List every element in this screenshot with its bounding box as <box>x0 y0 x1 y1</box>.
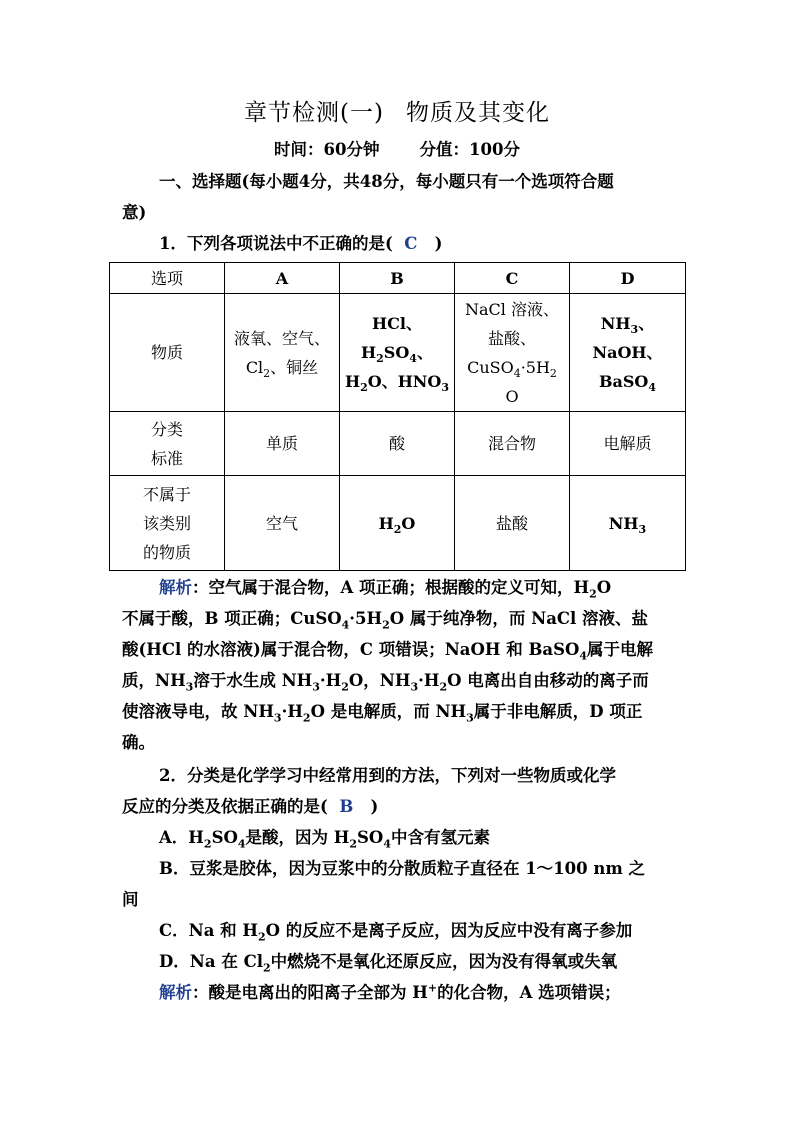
question-2-stem-line1: 2．分类是化学学习中经常用到的方法，下列对一些物质或化学 <box>159 766 616 785</box>
cell-exception-c: 盐酸 <box>455 476 570 571</box>
header-cell-a: A <box>225 263 340 294</box>
analysis-1-line5: 使溶液导电，故 $NH_3\cdot H_2O$ 是电解质，而 $NH_3$属于非电解质，D 项正 <box>122 702 643 725</box>
option-b-line2: 间 <box>122 890 139 909</box>
question-1-text: 1．下列各项说法中不正确的是( <box>159 234 393 253</box>
table-header-row <box>110 263 686 294</box>
exam-meta <box>0 136 794 160</box>
cell-substance-a: 液氧、空气、 $Cl_2$、铜丝 <box>225 294 340 412</box>
cell-standard-c: 混合物 <box>455 412 570 476</box>
cell-exception-b: $H_2O$ <box>340 476 455 571</box>
row-label-standard: 分类 标准 <box>110 412 225 476</box>
table-row-substance <box>110 294 686 412</box>
cell-substance-b: HCl、$H_2SO_4$、 $H_2O$、$HNO_3$ <box>340 294 455 412</box>
question-1-answer: C <box>404 234 418 253</box>
table-row-standard <box>110 412 686 476</box>
header-cell-b: B <box>340 263 455 294</box>
cell-exception-a: 空气 <box>225 476 340 571</box>
cell-substance-d: $NH_3$、NaOH、 BaSO$_4$ <box>570 294 686 412</box>
analysis-1-line6: 确。 <box>122 733 155 752</box>
section-heading-line1: 一、选择题(每小题4分，共48分，每小题只有一个选项符合题 <box>159 172 614 191</box>
analysis-1-line4: 质，$NH_3$溶于水生成 $NH_3\cdot H_2O$，$NH_3\cdot H_2O$ 电离出自由移动的离子而 <box>122 671 649 694</box>
page-title <box>0 94 794 127</box>
option-d: D．Na 在 $Cl_2$中燃烧不是氧化还原反应，因为没有得氧或失氧 <box>159 952 618 975</box>
analysis-label: 解析 <box>159 578 192 597</box>
analysis-1-line1: 解析：空气属于混合物，A 项正确；根据酸的定义可知，$H_2O$ <box>159 578 612 601</box>
time-limit: 时间：60分钟 <box>274 140 380 159</box>
classification-table <box>109 262 686 571</box>
analysis-label: 解析 <box>159 983 192 1002</box>
analysis-2-line1: 解析：酸是电离出的阳离子全部为 H+的化合物，A 选项错误； <box>159 981 621 1002</box>
cell-exception-d: $NH_3$ <box>570 476 686 571</box>
question-1-close: ) <box>434 234 443 253</box>
title-topic: 物质及其变化 <box>405 100 550 126</box>
analysis-1-line3: 酸(HCl 的水溶液)属于混合物，C 项错误；NaOH 和 BaSO$_4$属于电解 <box>122 640 654 663</box>
cell-substance-c: NaCl 溶液、 盐酸、 $CuSO_4\cdot 5H_2$ O <box>455 294 570 412</box>
row-label-exception: 不属于 该类别 的物质 <box>110 476 225 571</box>
header-cell-d: D <box>570 263 686 294</box>
section-heading-line2: 意) <box>122 203 147 222</box>
analysis-1-line2: 不属于酸，B 项正确；$CuSO_4\cdot 5H_2O$ 属于纯净物，而 NaCl 溶液、盐 <box>122 609 649 632</box>
total-score: 分值：100分 <box>419 140 520 159</box>
cell-standard-d: 电解质 <box>570 412 686 476</box>
option-b-line1: B．豆浆是胶体，因为豆浆中的分散质粒子直径在 1～100 nm 之 <box>159 859 646 878</box>
row-label-substance: 物质 <box>110 294 225 412</box>
header-cell-c: C <box>455 263 570 294</box>
question-2-stem-line2: 反应的分类及依据正确的是( B ) <box>122 797 379 816</box>
option-c: C．Na 和 $H_2O$ 的反应不是离子反应，因为反应中没有离子参加 <box>159 921 633 944</box>
cell-standard-b: 酸 <box>340 412 455 476</box>
cell-standard-a: 单质 <box>225 412 340 476</box>
title-chapter: 章节检测(一) <box>244 100 384 126</box>
header-cell-option: 选项 <box>110 263 225 294</box>
question-1-stem <box>122 228 719 259</box>
question-2-answer: B <box>339 797 354 816</box>
option-a: A．$H_2SO_4$是酸，因为 $H_2SO_4$中含有氢元素 <box>159 828 490 851</box>
table-row-exception <box>110 476 686 571</box>
